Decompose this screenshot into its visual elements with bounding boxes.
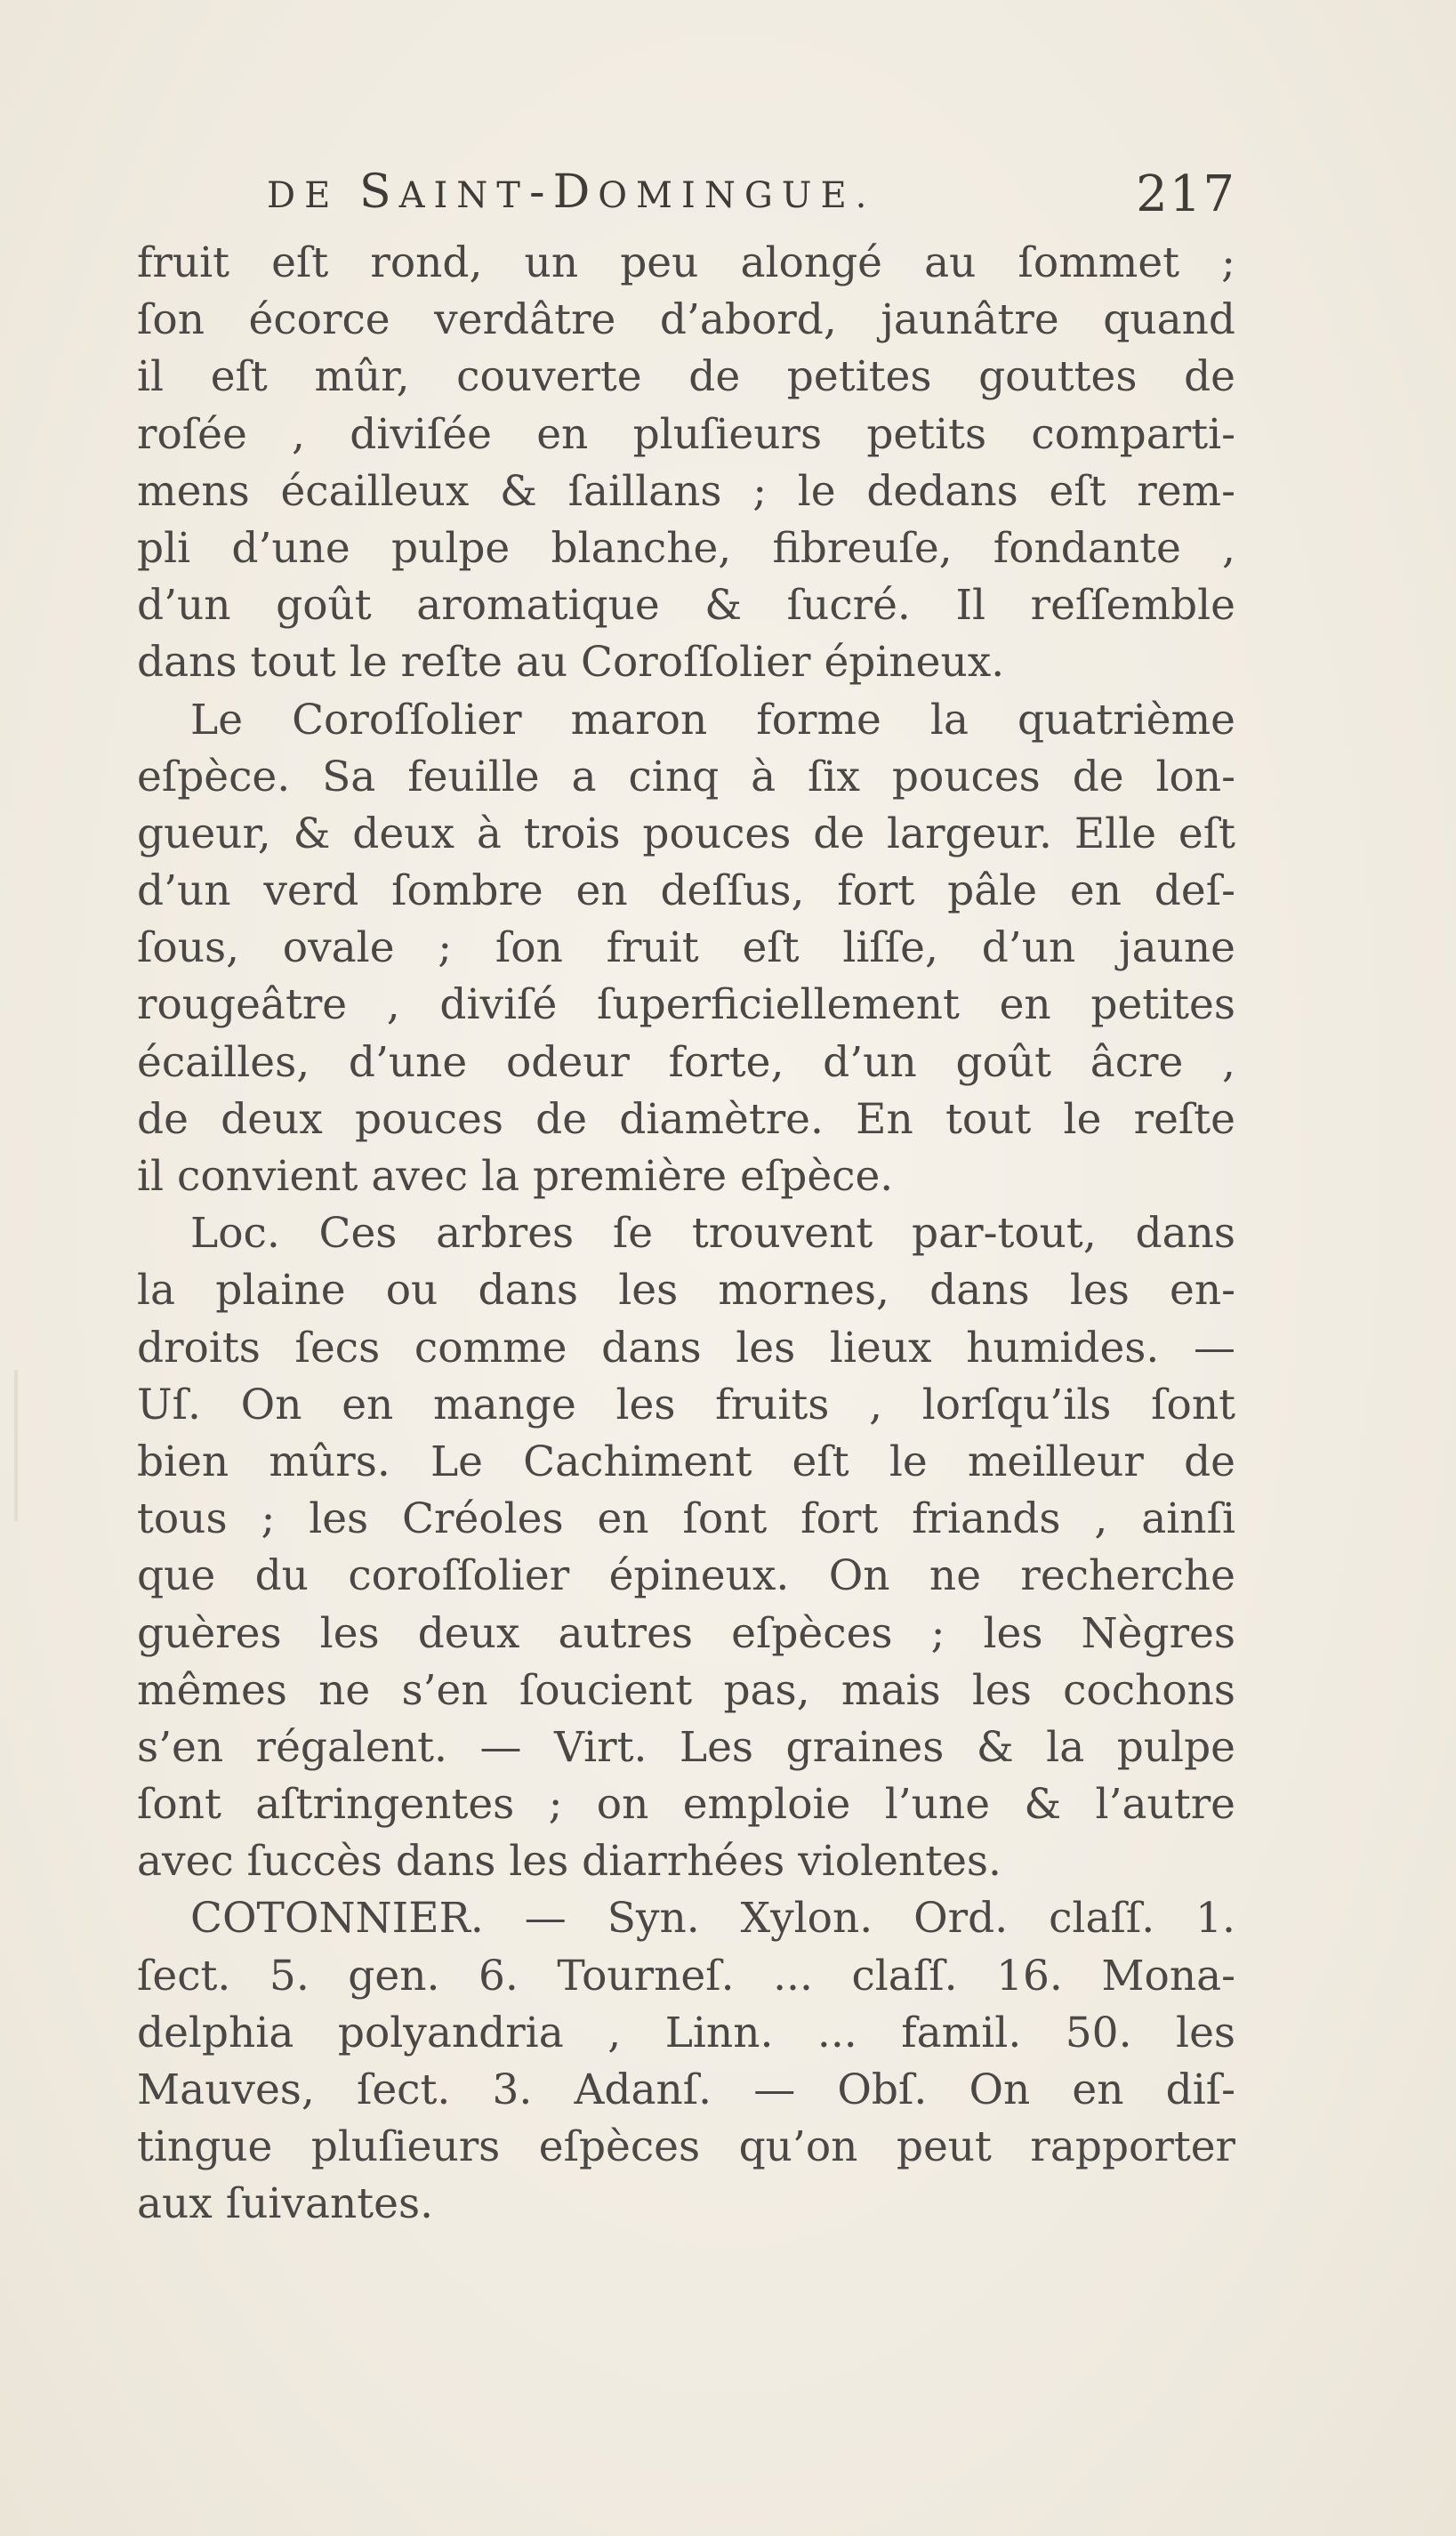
running-title-d: D — [552, 165, 599, 219]
text-line: mens écailleux & ſaillans ; le dedans eſt rem- — [137, 466, 1235, 516]
text-line: rougeâtre , diviſé ſuperficiellement en petites — [137, 980, 1235, 1030]
page-edge-shadow — [14, 1370, 18, 1521]
text-line: il eſt mûr, couverte de petites gouttes de — [137, 352, 1235, 402]
text-line: tingue pluſieurs eſpèces qu’on peut rapporter — [137, 2122, 1235, 2172]
text-line: tous ; les Créoles en ſont fort friands , ainſi — [137, 1494, 1235, 1544]
text-line: COTONNIER. — Syn. Xylon. Ord. claſſ. 1. — [190, 1894, 1235, 1944]
running-title-prefix: DE — [267, 175, 359, 216]
text-line: ſect. 5. gen. 6. Tourneſ. ... claſſ. 16. Mona- — [137, 1951, 1235, 2001]
text-line: bien mûrs. Le Cachiment eſt le meilleur de — [137, 1437, 1235, 1486]
text-line: fruit eſt rond, un peu alongé au ſommet ; — [137, 238, 1235, 287]
page-header — [267, 165, 1236, 233]
text-line: gueur, & deux à trois pouces de largeur. Elle eſt — [137, 809, 1235, 858]
running-title — [267, 165, 875, 219]
text-line: guères les deux autres eſpèces ; les Nègres — [137, 1608, 1235, 1658]
text-line: il convient avec la première eſpèce. — [137, 1152, 894, 1201]
text-line: avec ſuccès dans les diarrhées violentes. — [137, 1837, 1002, 1887]
text-line: ſont aſtringentes ; on emploie l’une & l’autre — [137, 1780, 1235, 1830]
text-line: s’en régalent. — Virt. Les graines & la pulpe — [137, 1722, 1235, 1772]
text-line: ſon écorce verdâtre d’abord, jaunâtre quand — [137, 295, 1235, 345]
text-line: de deux pouces de diamètre. En tout le reſte — [137, 1094, 1235, 1144]
text-line: mêmes ne s’en ſoucient pas, mais les cochons — [137, 1665, 1235, 1715]
body-text — [137, 235, 1235, 2234]
text-line: eſpèce. Sa feuille a cinq à ſix pouces de lon- — [137, 752, 1235, 801]
text-line: Uſ. On en mange les fruits , lorſqu’ils ſont — [137, 1380, 1235, 1429]
text-line: delphia polyandria , Linn. ... famil. 50. les — [137, 2008, 1235, 2057]
running-title-aint: AINT — [398, 175, 529, 216]
text-line: pli d’une pulpe blanche, fibreuſe, fondante , — [137, 523, 1235, 573]
text-line: aux ſuivantes. — [137, 2179, 434, 2229]
text-line: d’un verd ſombre en deſſus, fort pâle en deſ- — [137, 866, 1235, 916]
text-line: la plaine ou dans les mornes, dans les en- — [137, 1266, 1235, 1316]
text-line: dans tout le reſte au Coroſſolier épineux. — [137, 638, 1005, 688]
running-title-dash: - — [528, 165, 553, 219]
text-line: Loc. Ces arbres ſe trouvent par-tout, dans — [190, 1209, 1235, 1259]
running-title-s: S — [358, 165, 399, 219]
text-line: roſée , diviſée en pluſieurs petits comparti- — [137, 409, 1235, 459]
text-line: ſous, ovale ; ſon fruit eſt liſſe, d’un jaune — [137, 923, 1235, 973]
text-line: que du coroſſolier épineux. On ne recherche — [137, 1551, 1235, 1601]
text-line: écailles, d’une odeur forte, d’un goût âcre , — [137, 1037, 1235, 1087]
text-line: Mauves, ſect. 3. Adanſ. — Obſ. On en diſ- — [137, 2065, 1235, 2114]
text-line: droits ſecs comme dans les lieux humides. — — [137, 1323, 1235, 1373]
running-title-omingue: OMINGUE. — [598, 175, 876, 216]
page-number: 217 — [1136, 165, 1236, 223]
text-line: d’un goût aromatique & ſucré. Il reſſemble — [137, 581, 1235, 631]
text-line: Le Coroſſolier maron forme la quatrième — [190, 695, 1235, 745]
